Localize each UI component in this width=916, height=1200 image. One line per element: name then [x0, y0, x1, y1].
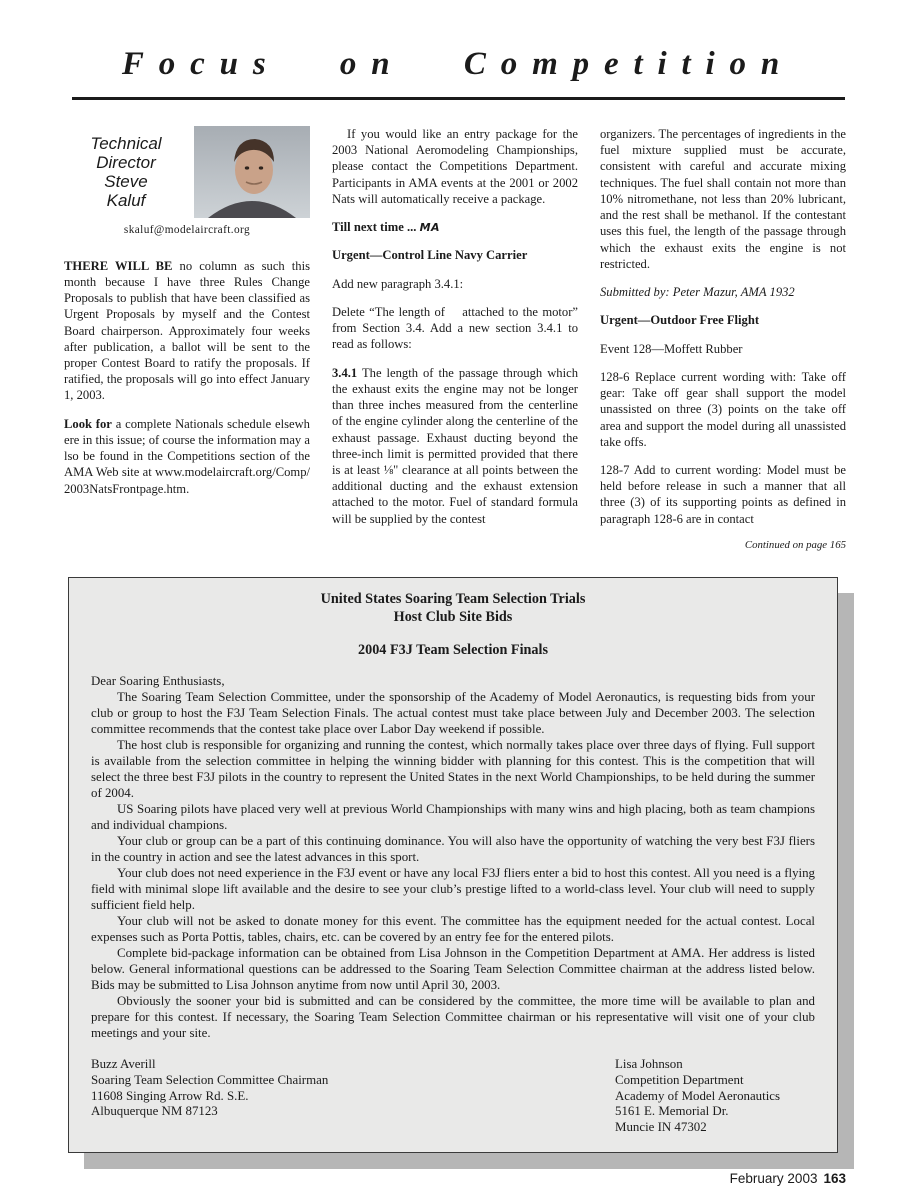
- soaring-bid-box: [68, 577, 838, 1153]
- byline-block: [64, 126, 310, 218]
- col3-paragraph-4: 128-7 Add to current wording: Model must be held before release in such a manner that all three (3) of its supporting points as defined in paragraph 128-6 are in contact: [600, 462, 846, 526]
- paragraph-lead: THERE WILL BE: [64, 258, 173, 273]
- col2-paragraph-3: Delete “The length of attached to the motor” from Section 3.4. Add a new section 3.4.1 to read as follows:: [332, 304, 578, 352]
- column-middle: [332, 126, 578, 553]
- masthead: [0, 0, 916, 100]
- salutation: Dear Soaring Enthusiasts,: [91, 674, 225, 689]
- signature-line: Competition Department: [615, 1072, 744, 1087]
- signature-line: Academy of Model Aeronautics: [615, 1088, 781, 1103]
- paragraph-text: a complete Nationals schedule elsewhere in this issue; of course the information may also be found in the Competitions section of the AMA Web site at www.modelaircraft.org/Comp/2003NatsFrontpage.htm.: [64, 416, 310, 496]
- ma-logo: MA: [419, 221, 441, 235]
- box-paragraph: Your club or group can be a part of this continuing dominance. You will also have the opportunity of watching the very best F3J fliers in the country in action and see the latest advances in this sport.: [91, 834, 815, 865]
- signature-competition-dept: [615, 1057, 815, 1136]
- byline-role-line-1: Technical: [90, 134, 162, 153]
- byline-name-line-1: Steve: [104, 172, 148, 192]
- signature-line: Lisa Johnson: [615, 1057, 683, 1072]
- portrait-photo: [194, 126, 310, 218]
- signature-line: 11608 Singing Arrow Rd. S.E.: [91, 1088, 249, 1103]
- heading-free-flight: Urgent—Outdoor Free Flight: [600, 313, 760, 328]
- signature-blocks: [91, 1057, 815, 1136]
- box-paragraph: US Soaring pilots have placed very well at previous World Championships with many wins and high placing, both as team champions and individual champions.: [91, 802, 815, 833]
- portrait-photo-graphic: [194, 126, 310, 218]
- box-paragraph: Your club will not be asked to donate money for this event. The committee has the equipment needed for the actual contest. Local expenses such as Porta Pottis, tables, chairs, etc. can be covered by an entry fee for the entered pilots.: [91, 914, 815, 945]
- signature-line: Buzz Averill: [91, 1057, 156, 1072]
- box-paragraph: The host club is responsible for organizing and running the contest, which normally takes place over three days of flying. Full support is available from the selection committee in helping the winning bidder with planning for this contest. This is the competition that will select the three best F3J pilots in the country to represent the United States in the next World Championships, to be held during the summer of 2004.: [91, 738, 815, 801]
- signature-line: Muncie IN 47302: [615, 1120, 707, 1135]
- article-columns: [64, 126, 846, 553]
- submitted-by-line: Submitted by: Peter Mazur, AMA 1932: [600, 285, 795, 300]
- col3-paragraph-3: 128-6 Replace current wording with: Take off gear: Take off gear shall support the model unassisted on three (3) points on the take off area and support the model during all unassisted take offs.: [600, 369, 846, 449]
- masthead-rule: [72, 97, 845, 100]
- box-paragraph: Complete bid-package information can be obtained from Lisa Johnson in the Competition Department at AMA. Her address is listed below. General informational questions can be addressed to the Soaring Team Selection Committee chairman at the address listed below. Bids may be submitted to Lisa Johnson anytime from now until April 30, 2003.: [91, 946, 815, 993]
- col1-paragraph-2: [64, 416, 310, 497]
- signature-line: Soaring Team Selection Committee Chairman: [91, 1072, 329, 1087]
- box-title-3: 2004 F3J Team Selection Finals: [358, 641, 548, 658]
- signature-line: 5161 E. Memorial Dr.: [615, 1104, 729, 1119]
- box-title-1: United States Soaring Team Selection Trials: [320, 590, 586, 607]
- paragraph-lead: Look for: [64, 416, 112, 431]
- rule-number: 3.4.1: [332, 365, 358, 380]
- author-email: skaluf@modelaircraft.org: [123, 224, 251, 236]
- heading-navy-carrier: Urgent—Control Line Navy Carrier: [332, 248, 528, 263]
- rule-text: The length of the passage through which the exhaust exits the engine may not be longer than three inches measured from the centerline of the engine cylinder along the centerline of the exhaust passage. Exhaust ducting beyond the three-inch limit is permitted provided that there is at least ⅛" clearance at all points between the additional ducting and the exhaust extension attached to the motor. Fuel of standard formula will be supplied by the contest: [332, 365, 578, 526]
- page-title: Focus on Competition: [121, 46, 795, 82]
- page-footer: [730, 1171, 846, 1186]
- byline-name: [64, 126, 194, 210]
- paragraph-text: no column as such this month because I have three Rules Change Proposals to publish that have been classified as Urgent Proposals by myself and the Contest Board chairperson. Approximately four weeks after publication, a ballot will be sent to the proper Contest Board to ratify the proposals. If ratified, the proposals will go into effect January 1, 2003.: [64, 258, 310, 403]
- issue-date: February 2003: [729, 1171, 818, 1186]
- column-right: [600, 126, 846, 553]
- col3-paragraph-2: Event 128—Moffett Rubber: [600, 341, 743, 356]
- box-paragraph: Obviously the sooner your bid is submitted and can be considered by the committee, the more time will be available to plan and prepare for this contest. If necessary, the Soaring Team Selection Committee chairman or his representative will visit one of your club meetings and your site.: [91, 994, 815, 1041]
- box-paragraph: Your club does not need experience in the F3J event or have any local F3J fliers enter a bid to host this contest. All you need is a flying field with minimal slope lift available and the desire to see your club’s prestige lifted to a world-class level. Your club will need to supply sufficient field help.: [91, 866, 815, 913]
- box-paragraph: The Soaring Team Selection Committee, under the sponsorship of the Academy of Model Aeronautics, is requesting bids from your club or group to host the F3J Team Selection Finals. The actual contest must take place between July and December 2003. The selection committee recommends that the contest take place over Labor Day weekend if possible.: [91, 690, 815, 737]
- column-left: [64, 126, 310, 553]
- sign-off-line: [332, 219, 578, 235]
- col1-paragraph-1: [64, 258, 310, 404]
- col2-paragraph-2: Add new paragraph 3.4.1:: [332, 276, 464, 291]
- sign-off-text: Till next time ...: [332, 220, 417, 235]
- col2-paragraph-4: [332, 365, 578, 527]
- box-title-2: Host Club Site Bids: [393, 609, 513, 626]
- continued-note: Continued on page 165: [744, 538, 846, 551]
- signature-chairman: [91, 1057, 615, 1136]
- col3-paragraph-1: organizers. The percentages of ingredients in the fuel mixture supplied must be accurate, consistent with careful and accurate mixing techniques. The fuel shall contain not more than 10% nitromethane, not less than 20% lubricant, and the rest shall be methanol. If the contestant uses this fuel, the length of the passage through which the exhaust exits the engine is not restricted.: [600, 127, 846, 271]
- byline-name-line-2: Kaluf: [106, 191, 146, 211]
- page-number: 163: [823, 1171, 846, 1186]
- signature-line: Albuquerque NM 87123: [91, 1104, 218, 1119]
- col2-paragraph-1: If you would like an entry package for the 2003 National Aeromodeling Championships, please contact the Competitions Department. Participants in AMA events at the 2001 or 2002 Nats will automatically receive a package.: [332, 127, 578, 206]
- byline-role-line-2: Director: [96, 153, 156, 173]
